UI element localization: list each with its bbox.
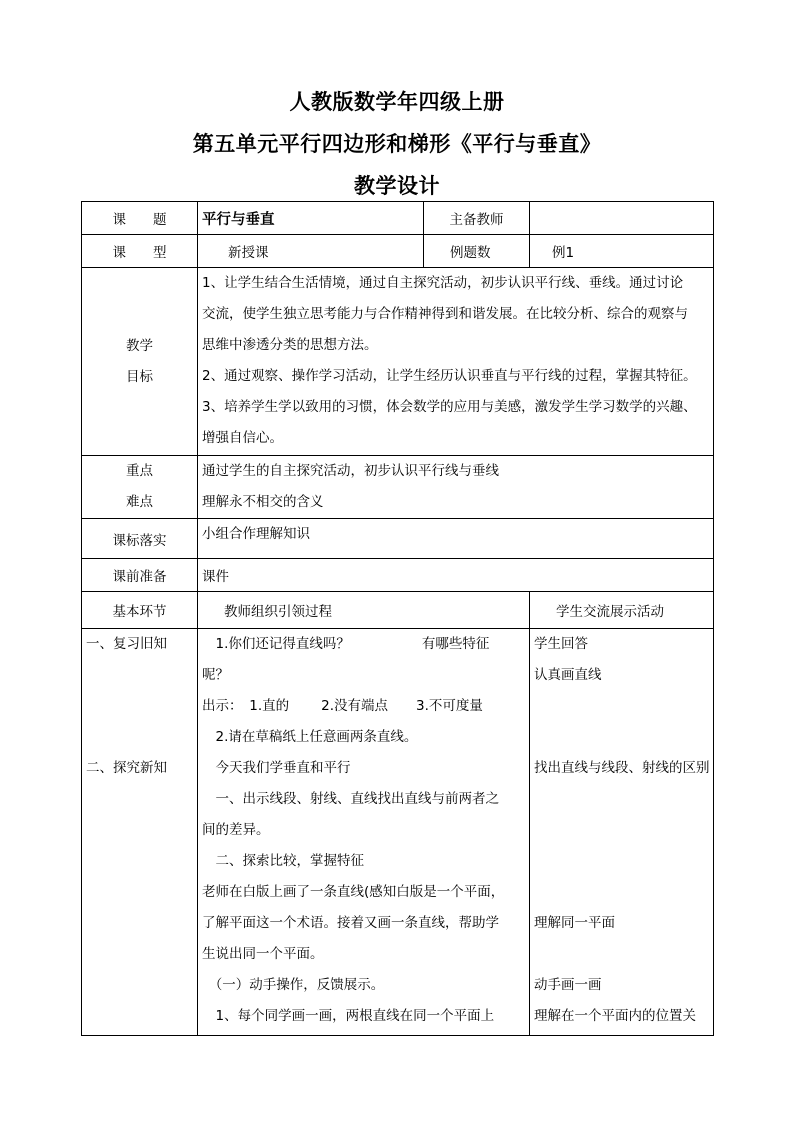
key-points-label xyxy=(82,456,198,519)
examples-label: 例题数 xyxy=(424,235,530,268)
process-header-row xyxy=(82,592,714,629)
student-line: 动手画一画 xyxy=(534,977,602,993)
process-row xyxy=(82,629,714,1036)
objective-line: 交流，使学生独立思考能力与合作精神得到和谐发展。在比较分析、综合的观察与 xyxy=(202,306,688,322)
lesson-plan-table xyxy=(81,201,714,1036)
objectives-text xyxy=(198,268,714,456)
teacher-line: 一、出示线段、射线、直线找出直线与前两者之 xyxy=(202,791,499,807)
student-line: 认真画直线 xyxy=(534,667,602,683)
topic-label: 课 题 xyxy=(82,202,198,235)
student-line xyxy=(534,784,709,815)
type-value-text: 新授课 xyxy=(228,245,269,261)
teacher-value xyxy=(530,202,714,235)
prep-value: 课件 xyxy=(198,559,714,592)
teacher-line: 间的差异。 xyxy=(202,822,270,838)
student-line xyxy=(534,691,709,722)
teacher-label: 主备教师 xyxy=(424,202,530,235)
student-line xyxy=(534,815,709,846)
objective-line: 思维中渗透分类的思想方法。 xyxy=(202,337,378,353)
standards-value xyxy=(198,519,714,559)
teacher-line: 二、探索比较，掌握特征 xyxy=(202,853,364,869)
topic-value: 平行与垂直 xyxy=(198,202,424,235)
teacher-line: 了解平面这一个术语。接着又画一条直线，帮助学 xyxy=(202,915,499,931)
teacher-line: 呢？ xyxy=(202,667,229,683)
teacher-line: 1、每个同学画一画，两根直线在同一个平面上 xyxy=(202,1008,495,1024)
student-line: 学生回答 xyxy=(534,636,588,652)
teacher-line: 今天我们学垂直和平行 xyxy=(202,760,351,776)
difficulty-label: 难点 xyxy=(126,494,153,510)
stage-explore: 二、探究新知 xyxy=(86,760,167,776)
stage-review: 一、复习旧知 xyxy=(86,636,167,652)
objective-line: 2、通过观察、操作学习活动，让学生经历认识垂直与平行线的过程，掌握其特征。 xyxy=(202,368,697,384)
teacher-line: 老师在白版上画了一条直线(感知白版是一个平面， xyxy=(202,884,505,900)
key-label: 重点 xyxy=(126,463,153,479)
student-line xyxy=(534,722,709,753)
teacher-process-cell xyxy=(198,629,530,1036)
objectives-label-1: 教学 xyxy=(126,337,153,354)
key-points-text xyxy=(198,456,714,519)
key-point-line: 通过学生的自主探究活动，初步认识平行线与垂线 xyxy=(202,463,499,479)
student-line: 理解在一个平面内的位置关 xyxy=(534,1008,696,1024)
teacher-line: 出示： 1.直的 2.没有端点 3.不可度量 xyxy=(202,698,483,714)
teacher-header: 教师组织引领过程 xyxy=(198,592,530,629)
key-points-row xyxy=(82,456,714,519)
standards-label: 课标落实 xyxy=(82,519,198,559)
type-value xyxy=(198,235,424,268)
objectives-row xyxy=(82,268,714,456)
examples-value: 例1 xyxy=(530,235,714,268)
unit-title: 第五单元平行四边形和梯形《平行与垂直》 xyxy=(192,132,602,156)
topic-row xyxy=(82,202,714,235)
student-line xyxy=(534,846,709,877)
student-line xyxy=(534,877,709,908)
design-title: 教学设计 xyxy=(354,174,440,198)
student-header: 学生交流展示活动 xyxy=(530,592,714,629)
student-line: 找出直线与线段、射线的区别 xyxy=(534,760,709,776)
standards-row xyxy=(82,519,714,559)
teacher-line: 生说出同一个平面。 xyxy=(202,946,324,962)
type-label: 课 型 xyxy=(82,235,198,268)
document-title: 人教版数学年四级上册 xyxy=(289,90,505,114)
stage-cell xyxy=(82,629,198,1036)
objectives-label-2: 目标 xyxy=(126,368,153,385)
objectives-label xyxy=(82,268,198,456)
prep-row xyxy=(82,559,714,592)
objective-line: 增强自信心。 xyxy=(202,430,283,446)
teacher-line: 2.请在草稿纸上任意画两条直线。 xyxy=(202,729,418,745)
stage-header: 基本环节 xyxy=(82,592,198,629)
type-row xyxy=(82,235,714,268)
teacher-line: 1.你们还记得直线吗？ 有哪些特征 xyxy=(202,636,490,652)
standards-text: 小组合作理解知识 xyxy=(202,526,310,542)
objective-line: 3、培养学生学以致用的习惯，体会数学的应用与美感，激发学生学习数学的兴趣、 xyxy=(202,399,697,415)
student-line: 理解同一平面 xyxy=(534,915,615,931)
difficulty-line: 理解永不相交的含义 xyxy=(202,494,324,510)
student-process-cell xyxy=(530,629,714,1036)
teacher-line: （一）动手操作，反馈展示。 xyxy=(202,977,385,993)
prep-label: 课前准备 xyxy=(82,559,198,592)
objective-line: 1、让学生结合生活情境，通过自主探究活动，初步认识平行线、垂线。通过讨论 xyxy=(202,275,684,291)
student-line xyxy=(534,939,709,970)
